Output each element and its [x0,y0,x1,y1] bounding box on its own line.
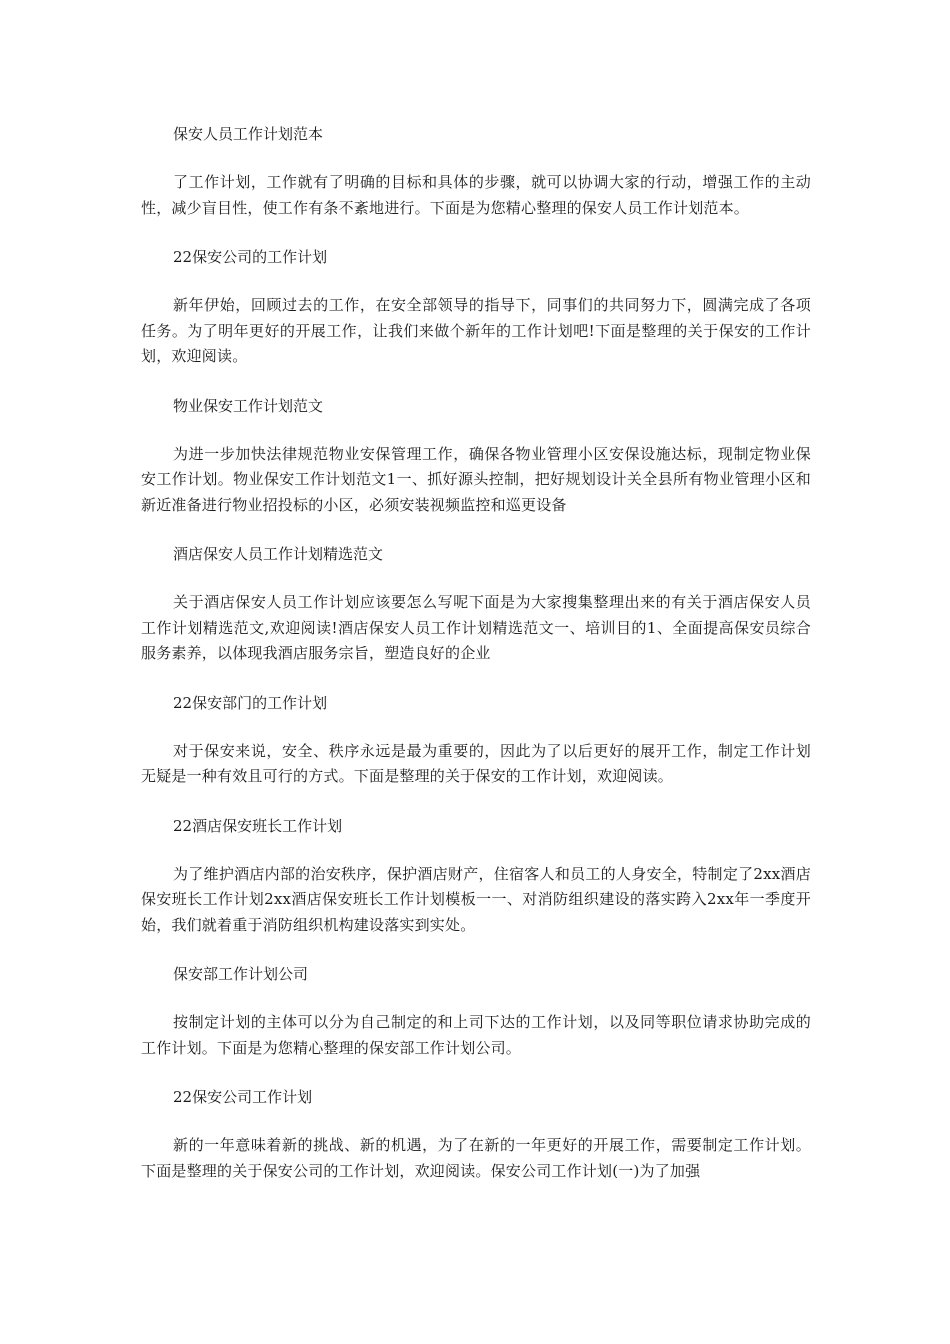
section-paragraph: 新年伊始，回顾过去的工作，在安全部领导的指导下，同事们的共同努力下，圆满完成了各项任务。为了明年更好的开展工作，让我们来做个新年的工作计划吧!下面是整理的关于保安的工作计划，欢迎阅读。 [141,296,811,365]
section-paragraph: 了工作计划，工作就有了明确的目标和具体的步骤，就可以协调大家的行动，增强工作的主动性，减少盲目性，使工作有条不紊地进行。下面是为您精心整理的保安人员工作计划范本。 [141,173,811,217]
section-paragraph: 对于保安来说，安全、秩序永远是最为重要的，因此为了以后更好的展开工作，制定工作计划无疑是一种有效且可行的方式。下面是整理的关于保安的工作计划，欢迎阅读。 [141,741,811,785]
section-security-dept-company-plan [141,961,811,1061]
section-heading: 物业保安工作计划范文 [173,396,324,415]
section-security-company-plan [141,244,811,370]
section-heading: 保安人员工作计划范本 [173,125,324,143]
section-hotel-security-plan [141,541,811,667]
section-property-security-plan [141,393,811,519]
section-heading: 保安部工作计划公司 [173,965,309,983]
section-hotel-security-captain-plan [141,813,811,939]
section-heading: 酒店保安人员工作计划精选范文 [173,545,384,563]
section-heading: 22保安部门的工作计划 [173,693,328,712]
section-security-department-plan [141,690,811,790]
section-security-company-work-plan [141,1084,811,1184]
section-paragraph: 为了维护酒店内部的治安秩序，保护酒店财产，住宿客人和员工的人身安全，特制定了2xx酒店保安班长工作计划2xx酒店保安班长工作计划模板一一、对消防组织建设的落实跨入2xx年一季度开始，我们就着重于消防组织机构建设落实到实处。 [141,864,811,934]
section-paragraph: 为进一步加快法律规范物业安保管理工作，确保各物业管理小区安保设施达标，现制定物业保安工作计划。物业保安工作计划范文1一、抓好源头控制，把好规划设计关全县所有物业管理小区和新近准备进行物业招投标的小区，必须安装视频监控和巡更设备 [141,444,811,514]
section-heading: 22保安公司工作计划 [173,1088,313,1106]
section-heading: 22酒店保安班长工作计划 [173,816,343,835]
section-security-staff-plan [141,121,811,221]
section-paragraph: 按制定计划的主体可以分为自己制定的和上司下达的工作计划，以及同等职位请求协助完成的工作计划。下面是为您精心整理的保安部工作计划公司。 [141,1013,811,1057]
document-page [141,121,811,1207]
section-heading: 22保安公司的工作计划 [173,248,328,266]
section-paragraph: 新的一年意味着新的挑战、新的机遇，为了在新的一年更好的开展工作，需要制定工作计划。下面是整理的关于保安公司的工作计划，欢迎阅读。保安公司工作计划(一)为了加强 [141,1136,811,1180]
section-paragraph: 关于酒店保安人员工作计划应该要怎么写呢下面是为大家搜集整理出来的有关于酒店保安人员工作计划精选范文,欢迎阅读!酒店保安人员工作计划精选范文一、培训目的1、全面提高保安员综合服务素养，以体现我酒店服务宗旨，塑造良好的企业 [141,593,811,662]
